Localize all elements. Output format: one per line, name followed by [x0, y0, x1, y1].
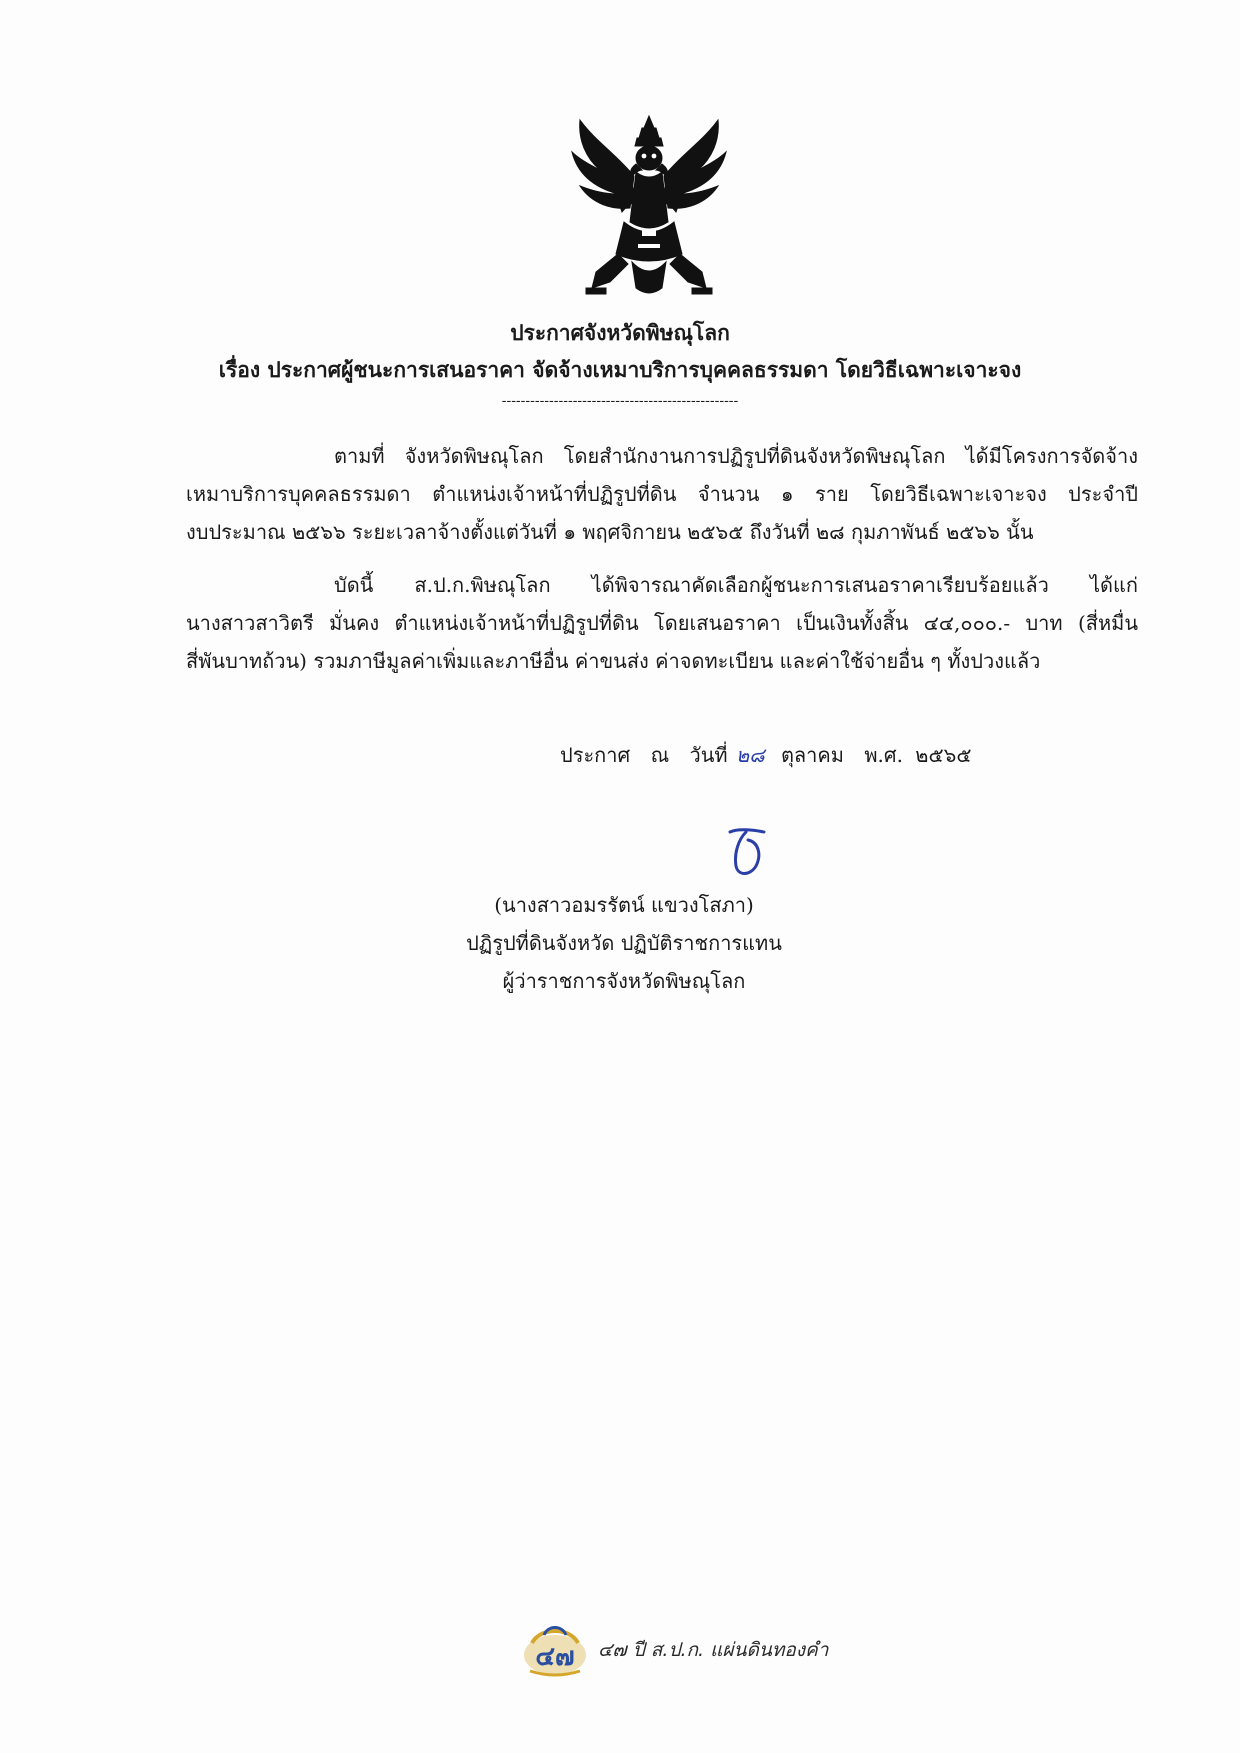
signer-position-line-2: ผู้ว่าราชการจังหวัดพิษณุโลก: [502, 969, 746, 993]
date-era: พ.ศ.: [864, 743, 903, 767]
date-announce-label: ประกาศ: [560, 743, 631, 767]
date-year: ๒๕๖๕: [915, 743, 972, 767]
signature-mark: [724, 826, 772, 880]
paragraph-2-line-1: บัดนี้ ส.ป.ก.พิษณุโลก ได้พิจารณาคัดเลือกผู้ชนะการเสนอราคาเรียบร้อยแล้ว ได้แก่: [334, 573, 1138, 597]
garuda-emblem-icon: [566, 112, 732, 300]
paragraph-1-line-2: เหมาบริการบุคคลธรรมดา ตำแหน่งเจ้าหน้าที่ปฏิรูปที่ดิน จำนวน ๑ ราย โดยวิธีเฉพาะเจาะจง ประจำปี: [186, 482, 1138, 506]
paragraph-2-line-2: นางสาวสาวิตรี มั่นคง ตำแหน่งเจ้าหน้าที่ปฏิรูปที่ดิน โดยเสนอราคา เป็นเงินทั้งสิ้น ๔๔,๐๐๐.- บาท (สี่หมื่น: [186, 611, 1138, 635]
footer-logo-number: ๔๗: [535, 1642, 575, 1672]
footer: [522, 1620, 828, 1680]
alro-47-years-logo-icon: [522, 1621, 588, 1679]
paragraph-1-line-3: งบประมาณ ๒๕๖๖ ระยะเวลาจ้างตั้งแต่วันที่ ๑ พฤศจิกายน ๒๕๖๕ ถึงวันที่ ๒๘ กุมภาพันธ์ ๒๕๖๖ นั้น: [186, 520, 1034, 544]
document-title: ประกาศจังหวัดพิษณุโลก: [510, 320, 730, 345]
signer-position-line-1: ปฏิรูปที่ดินจังหวัด ปฏิบัติราชการแทน: [466, 931, 782, 955]
paragraph-1: [186, 437, 1138, 551]
signer-name: (นางสาวอมรรัตน์ แขวงโสภา): [494, 893, 754, 917]
footer-tagline: ๔๗ ปี ส.ป.ก. แผ่นดินทองคำ: [598, 1639, 829, 1661]
paragraph-2: [186, 566, 1138, 680]
document-subject: เรื่อง ประกาศผู้ชนะการเสนอราคา จัดจ้างเหมาบริการบุคคลธรรมดา โดยวิธีเฉพาะเจาะจง: [218, 357, 1022, 382]
date-at-label: ณ: [650, 743, 670, 767]
paragraph-2-line-3: สี่พันบาทถ้วน) รวมภาษีมูลค่าเพิ่มและภาษีอื่น ค่าขนส่ง ค่าจดทะเบียน และค่าใช้จ่ายอื่น ๆ ทั้งปวงแล้ว: [186, 649, 1041, 673]
date-month: ตุลาคม: [780, 743, 844, 767]
paragraph-1-line-1: ตามที่ จังหวัดพิษณุโลก โดยสำนักงานการปฏิรูปที่ดินจังหวัดพิษณุโลก ได้มีโครงการจัดจ้าง: [334, 444, 1138, 468]
title-divider: --------------------------------------------------: [501, 393, 739, 409]
date-day-label: วันที่: [689, 743, 728, 767]
date-day-handwritten: ๒๘: [735, 743, 765, 767]
announcement-date: [560, 740, 985, 770]
